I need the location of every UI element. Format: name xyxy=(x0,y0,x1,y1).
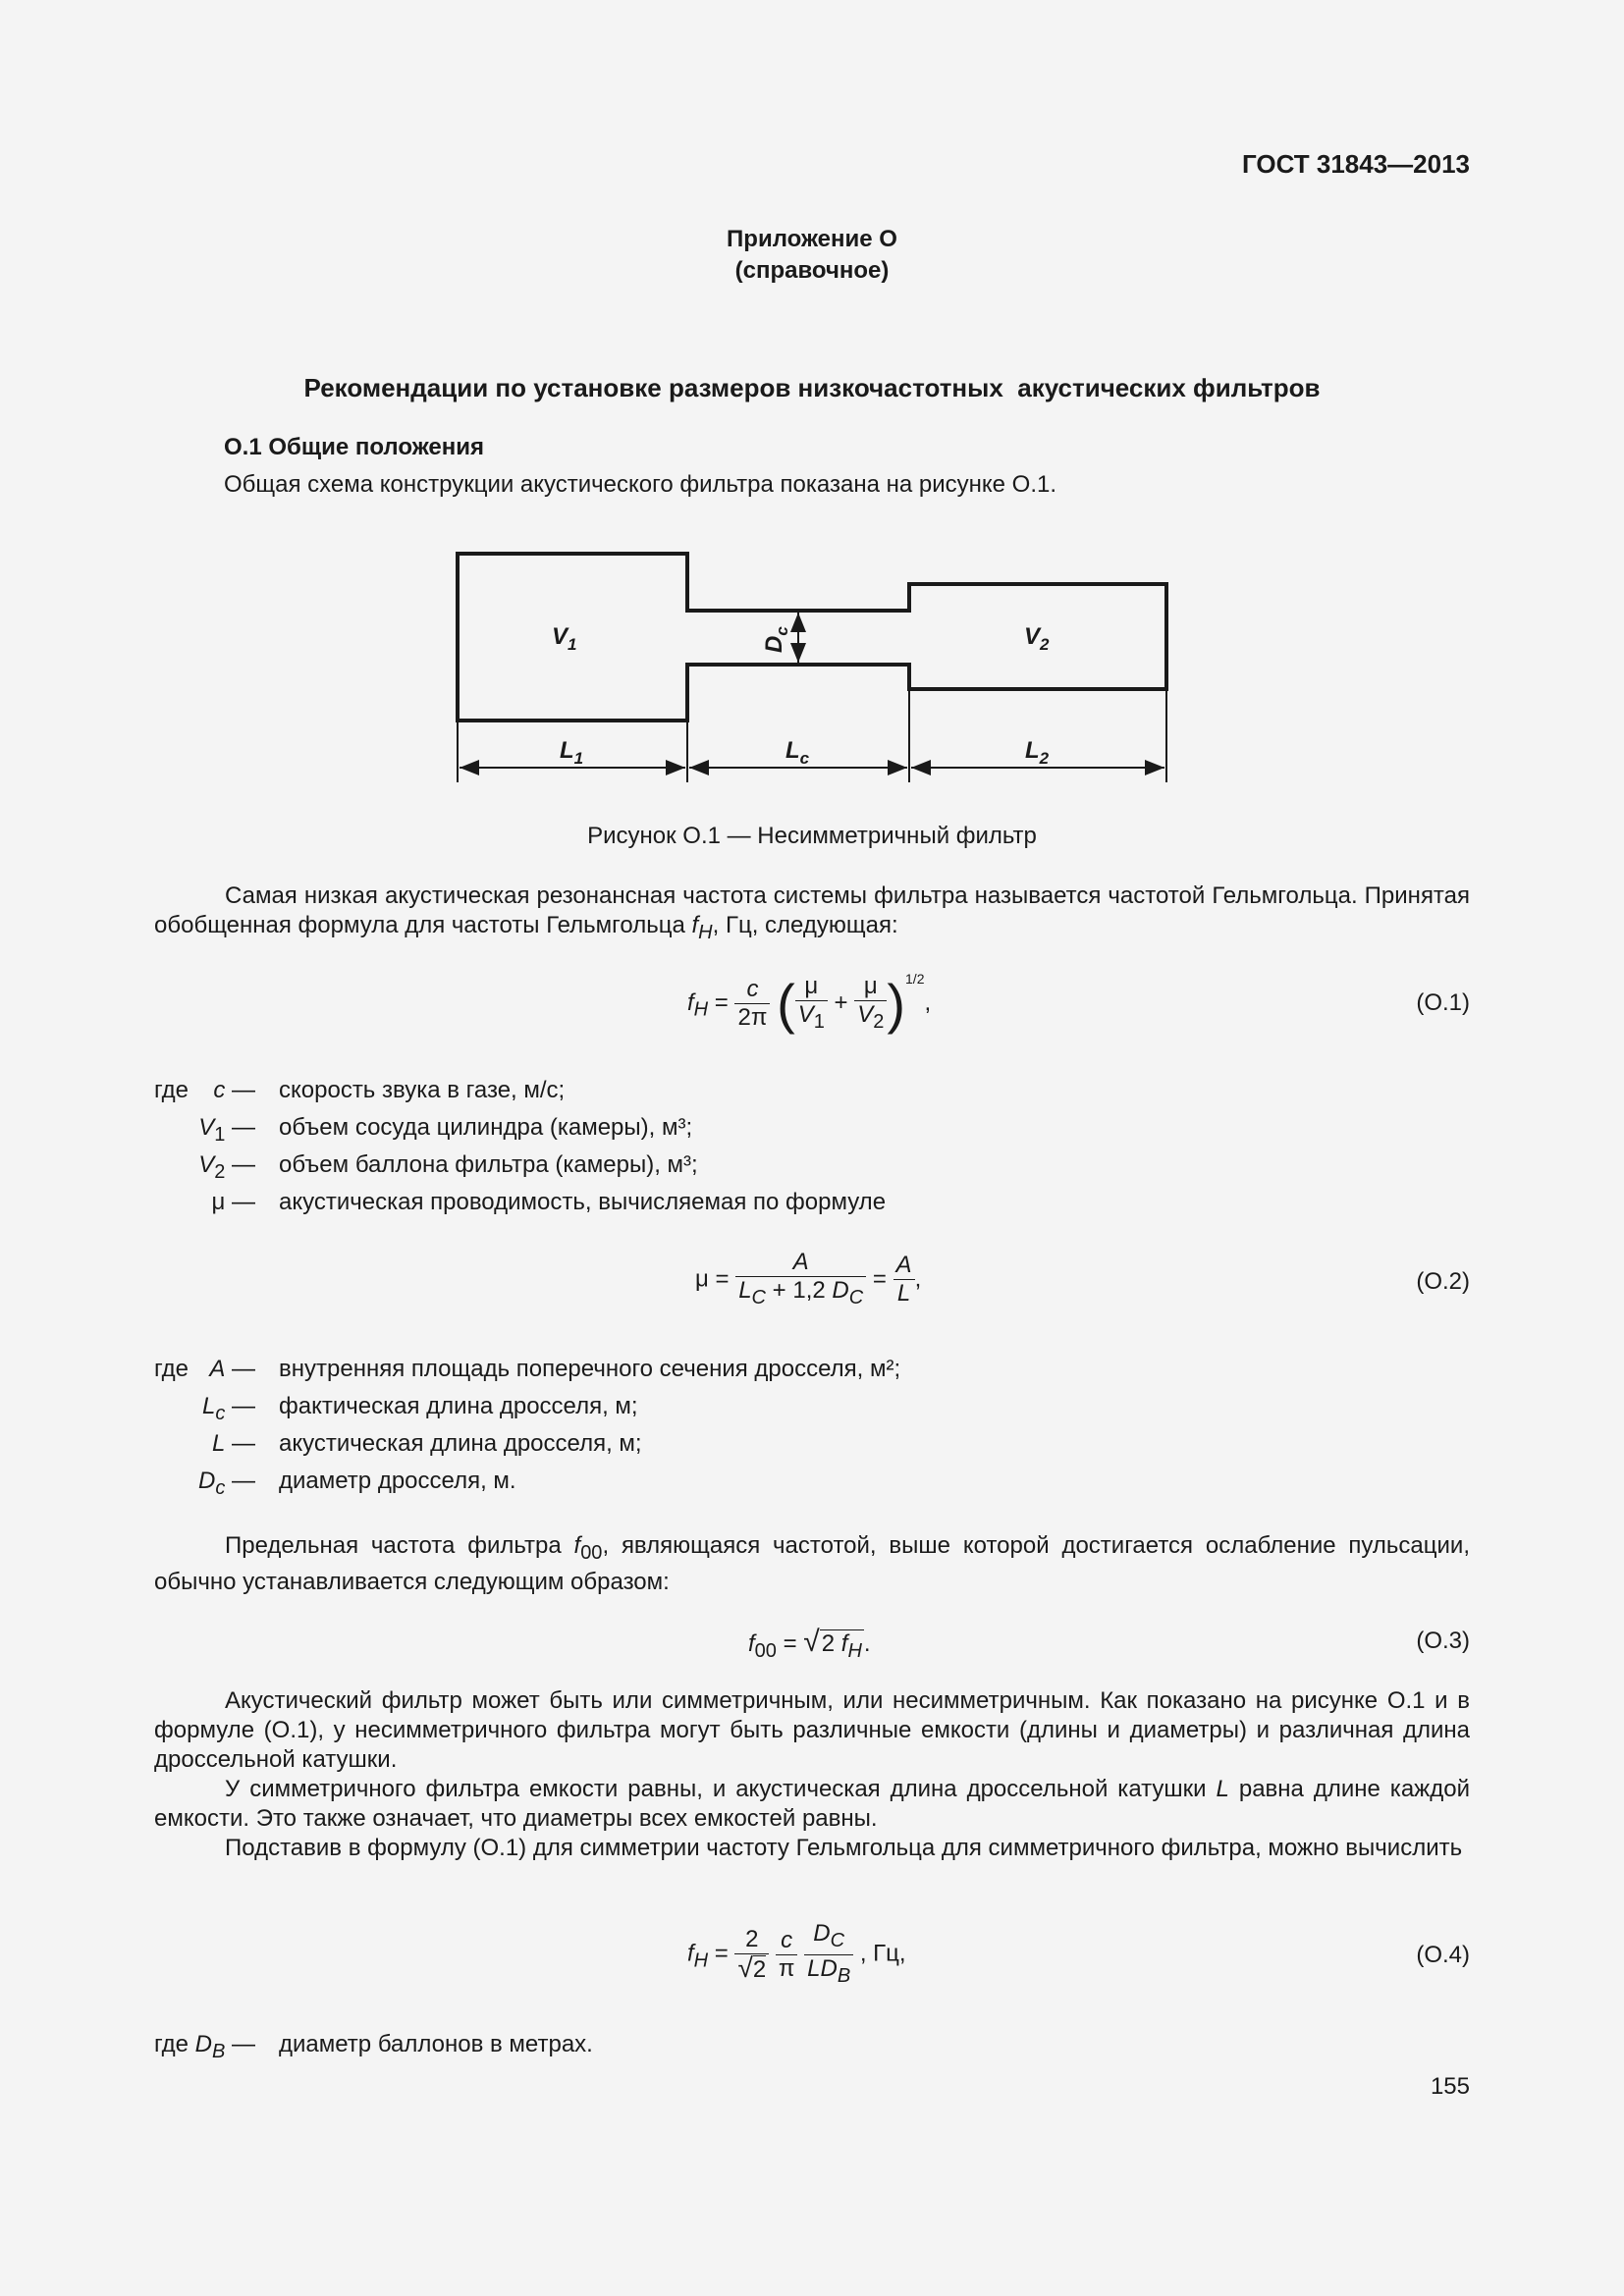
label-lc: $L_c$ xyxy=(785,737,810,768)
equation-number-o3: (О.3) xyxy=(1416,1628,1470,1654)
equation-o3: $f_{00} = √2$ $f_H$. xyxy=(748,1626,871,1662)
equation-o1: $f_H$ = $\frac{c}{2\pi}$ ( $\frac{\mu}{V_1}$ + $\frac{\mu}{V_2}$ )$^{1/2}$, xyxy=(687,970,932,1035)
label-v2: $V_2$ xyxy=(1024,623,1050,654)
where-word-1: где xyxy=(154,1077,189,1103)
intro-text: Общая схема конструкции акустического фильтра показана на рисунке О.1. xyxy=(224,471,1057,498)
paragraph-cutoff: Предельная частота фильтра $f_{00}$, являющаяся частотой, выше которой достигается ослабление пульсации, обычно устанавливается следующим образом: xyxy=(154,1532,1470,1595)
document-code: ГОСТ 31843—2013 xyxy=(1242,149,1470,179)
subsection-title: О.1 Общие положения xyxy=(224,434,484,460)
equation-number-o1: (О.1) xyxy=(1416,989,1470,1016)
filter-diagram xyxy=(432,540,1198,795)
paragraph-substitution: Подставив в формулу (О.1) для симметрии частоту Гельмгольца для симметричного фильтра, можно вычислить xyxy=(225,1835,1463,1861)
equation-o4: $f_H$ = $\frac{2}{√2}$ $\frac{c}{\pi}$ $\frac{D_C}{LD_B}$ , Гц, xyxy=(687,1920,906,1987)
paragraph-symmetric-filter: У симметричного фильтра емкости равны, и акустическая длина дроссельной катушки L равна длине каждой емкости. Это также означает, что диаметры всех емкостей равны. xyxy=(154,1776,1470,1832)
equation-number-o4: (О.4) xyxy=(1416,1942,1470,1968)
equation-o2: μ = $\frac{A}{L_C + 1,2 D_C}$ = $\frac{A}{L}$ , xyxy=(695,1249,922,1308)
label-dc: $D_c$ xyxy=(761,626,791,653)
label-v1: $V_1$ xyxy=(552,623,577,654)
equation-number-o2: (О.2) xyxy=(1416,1268,1470,1295)
label-l2: $L_2$ xyxy=(1025,737,1050,768)
figure-caption: Рисунок О.1 — Несимметричный фильтр xyxy=(587,823,1037,849)
appendix-title: Приложение О xyxy=(727,226,897,252)
section-title: Рекомендации по установке размеров низкочастотных акустических фильтров xyxy=(303,373,1321,402)
where-word-3: где xyxy=(154,2031,189,2057)
where-word-2: где xyxy=(154,1356,189,1382)
appendix-subtitle: (справочное) xyxy=(734,257,890,284)
label-l1: $L_1$ xyxy=(560,737,584,768)
paragraph-helmholtz: Самая низкая акустическая резонансная частота системы фильтра называется частотой Гельмгольца. Принятая обобщенная формула для частоты Гельмгольца $f_H$, Гц, следующая: xyxy=(154,882,1470,943)
paragraph-symmetry: Акустический фильтр может быть или симметричным, или несимметричным. Как показано на рисунке О.1 и в формуле (О.1), у несимметричного фильтра могут быть различные емкости (длины и диаметры) и различная длина дроссельной катушки. xyxy=(154,1687,1470,1773)
page-number: 155 xyxy=(1430,2073,1470,2100)
